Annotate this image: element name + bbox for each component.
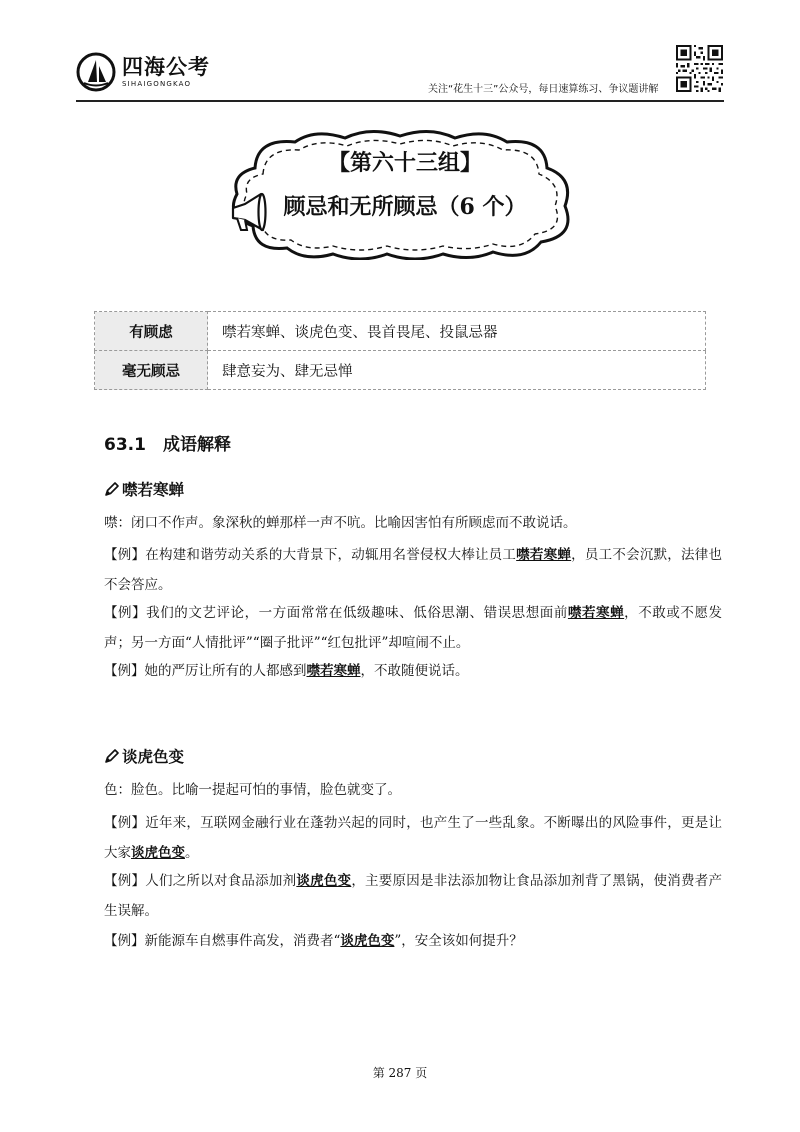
highlighted-idiom: 谈虎色变 (296, 873, 352, 889)
highlighted-idiom: 噤若寒蝉 (306, 663, 361, 679)
highlighted-idiom: 谈虎色变 (131, 845, 185, 861)
header-slogan: 关注“花生十三”公众号，每日速算练习、争议题讲解 (428, 84, 659, 95)
logo-chinese-text: 四海公考 (122, 55, 210, 79)
row-header-cell: 有顾虑 (95, 312, 208, 351)
logo-english-text: SIHAIGONGKAO (122, 80, 192, 88)
idiom-definition: 色：脸色。比喻一提起可怕的事情，脸色就变了。 (104, 782, 401, 798)
idiom-definition: 噤：闭口不作声。象深秋的蝉那样一声不吭。比喻因害怕有所顾虑而不敢说话。 (104, 515, 577, 531)
group-title-banner (215, 128, 585, 260)
idiom-category-table (94, 311, 706, 390)
header-divider (76, 100, 724, 102)
example-sentence: 【例】在构建和谐劳动关系的大背景下，动辄用名誉侵权大棒让员工噤若寒蝉，员工不会沉默，法律也不会答应。 (104, 547, 723, 593)
table-row (95, 351, 706, 390)
section-heading: 63.1 成语解释 (104, 435, 231, 455)
group-topic-title: 顾忌和无所顾忌（6 个） (283, 194, 527, 220)
idiom-heading (104, 745, 184, 767)
row-value-cell: 噤若寒蝉、谈虎色变、畏首畏尾、投鼠忌器 (208, 312, 706, 351)
brand-logo[interactable] (76, 52, 210, 92)
highlighted-idiom: 谈虎色变 (340, 933, 395, 949)
example-sentence: 【例】她的严厉让所有的人都感到噤若寒蝉，不敢随便说话。 (104, 663, 469, 679)
idiom-name: 噤若寒蝉 (122, 481, 185, 499)
qr-code-icon[interactable] (676, 45, 723, 92)
page-header (0, 0, 800, 110)
table-row (95, 312, 706, 351)
group-number-title: 【第六十三组】 (327, 150, 482, 176)
highlighted-idiom: 噤若寒蝉 (567, 605, 625, 621)
row-value-cell: 肆意妄为、肆无忌惮 (208, 351, 706, 390)
idiom-name: 谈虎色变 (122, 748, 185, 766)
pencil-icon (104, 748, 120, 764)
example-sentence: 【例】人们之所以对食品添加剂谈虎色变，主要原因是非法添加物让食品添加剂背了黑锅，使消费者产生误解。 (104, 873, 723, 919)
example-sentence: 【例】新能源车自燃事件高发，消费者“谈虎色变”，安全该如何提升？ (104, 933, 523, 949)
example-sentence: 【例】近年来，互联网金融行业在蓬勃兴起的同时，也产生了一些乱象。不断曝出的风险事件，更是让大家谈虎色变。 (104, 815, 722, 861)
example-sentence: 【例】我们的文艺评论，一方面常常在低级趣味、低俗思潮、错误思想面前噤若寒蝉，不敢或不愿发声；另一方面“人情批评”“圈子批评”“红包批评”却喧闹不止。 (104, 605, 723, 651)
highlighted-idiom: 噤若寒蝉 (516, 547, 572, 563)
page-number: 第 287 页 (372, 1066, 428, 1080)
idiom-heading (104, 478, 184, 500)
row-header-cell: 毫无顾忌 (95, 351, 208, 390)
sail-logo-icon (76, 52, 116, 92)
pencil-icon (104, 481, 120, 497)
